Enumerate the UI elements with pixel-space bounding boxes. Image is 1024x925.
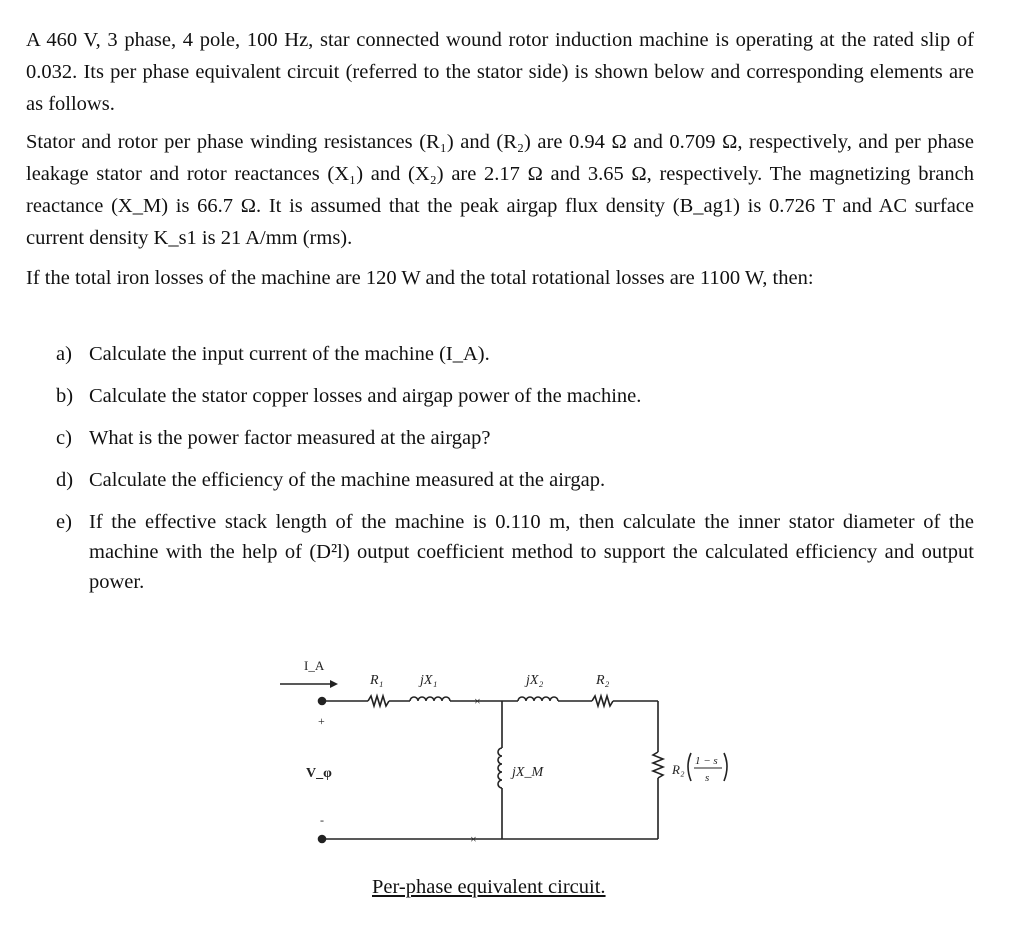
voltage-label: V_φ: [306, 766, 332, 781]
minus-sign: -: [320, 813, 324, 827]
xm-inductor: [498, 748, 502, 788]
question-label: d): [56, 469, 74, 491]
question-e: [56, 507, 974, 597]
jx2-inductor: [518, 697, 558, 701]
circuit-caption: Per-phase equivalent circuit.: [372, 876, 606, 898]
current-label: I_A: [304, 658, 325, 673]
r2-resistor: [592, 696, 613, 706]
question-text: What is the power factor measured at the airgap?: [89, 427, 491, 449]
question-label: a): [56, 343, 72, 365]
load-denominator: s: [705, 772, 710, 784]
svg-text:×: ×: [470, 832, 477, 846]
question-text: Calculate the stator copper losses and airgap power of the machine.: [89, 385, 642, 407]
paragraph-losses: If the total iron losses of the machine are 120 W and the total rotational losses are 1100 W, then:: [26, 267, 814, 289]
jx1-label: jX₁: [420, 673, 438, 688]
load-r-label: R₂: [672, 762, 685, 777]
question-d: [56, 465, 974, 495]
question-text: Calculate the input current of the machine (I_A).: [89, 343, 490, 365]
question-label: c): [56, 427, 72, 449]
paragraph-machine-spec: A 460 V, 3 phase, 4 pole, 100 Hz, star connected wound rotor induction machine is operating at the rated slip of 0.032. Its per phase equivalent circuit (referred to the stator side) is shown below and corresponding elements are as follows.: [26, 29, 974, 115]
paragraph-circuit-parameters: Stator and rotor per phase winding resistances (R₁) and (R₂) are 0.94 Ω and 0.709 Ω, respectively, and per phase leakage stator and rotor reactances (X₁) and (X₂) are 2.17 Ω and 3.65 Ω, respectively. The magnetizing branch reactance (X_M) is 66.7 Ω. It is assumed that the peak airgap flux density (B_ag1) is 0.726 T and AC surface current density K_s1 is 21 A/mm (rms).: [26, 131, 974, 249]
question-b: [56, 381, 974, 411]
left-paren: [688, 753, 691, 781]
question-label: e): [56, 511, 72, 533]
current-arrow: [280, 680, 338, 688]
equivalent-circuit-diagram: [270, 640, 750, 870]
svg-text:×: ×: [474, 694, 481, 708]
r2-label: R₂: [596, 673, 610, 688]
jx2-label: jX₂: [526, 673, 544, 688]
xm-label: jX_M: [512, 765, 544, 780]
right-paren: [724, 753, 727, 781]
r1-label: R₁: [370, 673, 384, 688]
question-label: b): [56, 385, 74, 407]
question-text: Calculate the efficiency of the machine measured at the airgap.: [89, 469, 606, 491]
top-wire: [322, 696, 658, 706]
load-resistor: [653, 752, 663, 778]
load-numerator: 1 − s: [695, 755, 718, 767]
r1-resistor: [368, 696, 389, 706]
question-c: [56, 423, 974, 453]
magnetizing-branch: [498, 701, 502, 839]
jx1-inductor: [410, 697, 450, 701]
plus-sign: +: [318, 714, 325, 728]
load-branch: [653, 701, 663, 839]
question-a: [56, 339, 974, 369]
question-text: If the effective stack length of the machine is 0.110 m, then calculate the inner stator diameter of the machine with the help of (D²l) output coefficient method to support the calculated efficiency and output power.: [89, 511, 974, 593]
